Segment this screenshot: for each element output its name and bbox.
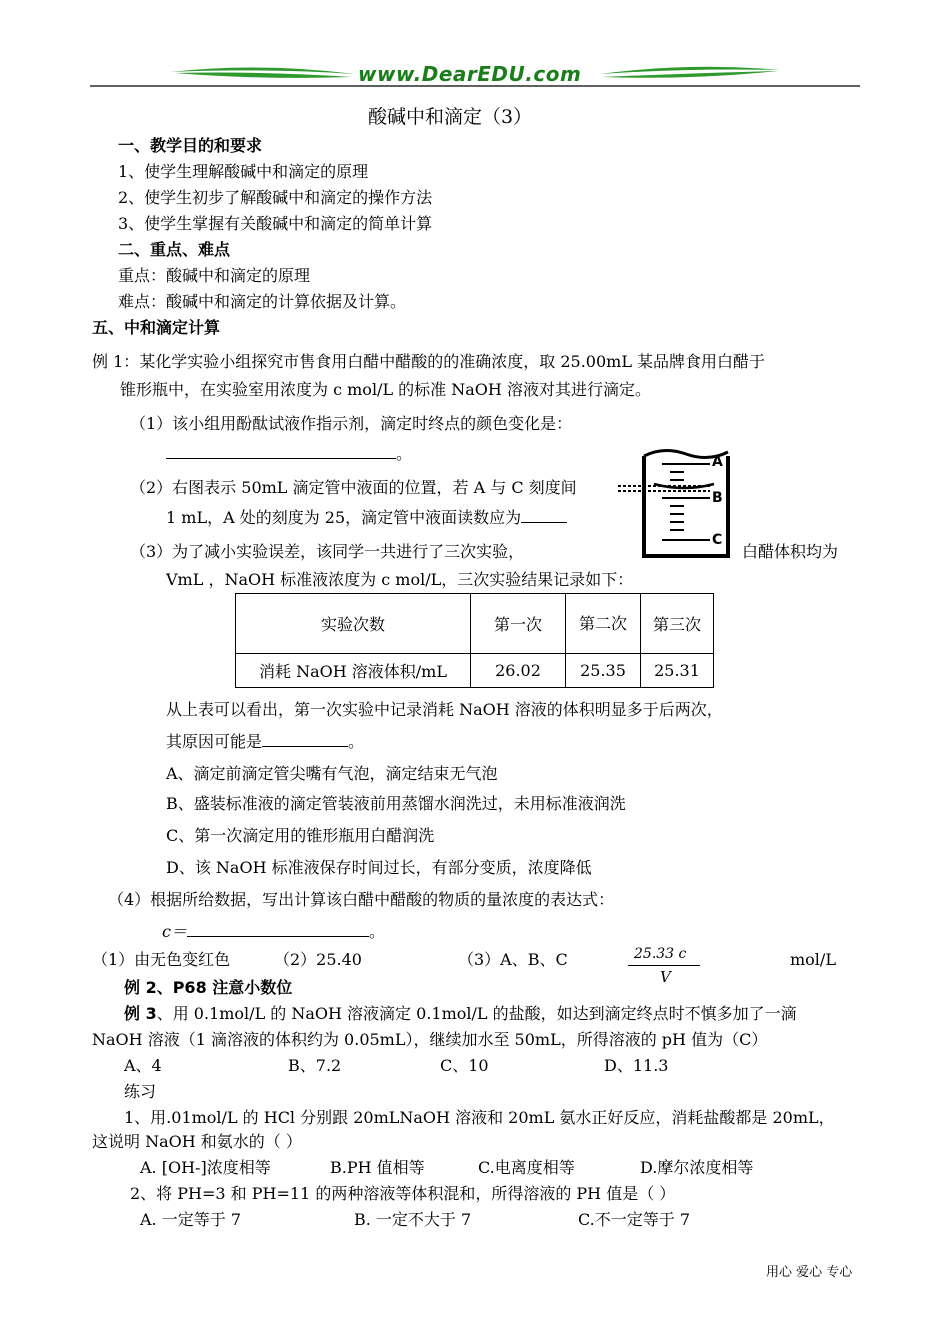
q2-line2-text: 1 mL，A 处的刻度为 25，滴定管中液面读数应为 bbox=[166, 508, 522, 527]
practice-q2-option-c: C.不一定等于 7 bbox=[578, 1210, 691, 1229]
table-header: 第三次 bbox=[641, 594, 714, 654]
burette-label-c: C bbox=[712, 532, 723, 548]
example3-option-d: D、11.3 bbox=[604, 1056, 669, 1075]
option-c: C、第一次滴定用的锥形瓶用白醋润洗 bbox=[166, 826, 435, 845]
practice-q2-option-a: A. 一定等于 7 bbox=[140, 1210, 241, 1229]
practice-q1-option-c: C.电离度相等 bbox=[478, 1158, 575, 1177]
table-cell: 25.31 bbox=[641, 654, 714, 688]
logo-text: www.DearEDU.com bbox=[358, 62, 582, 86]
q1-end: 。 bbox=[396, 444, 413, 463]
fraction-denominator: V bbox=[660, 968, 671, 986]
example1-q2-line2 bbox=[166, 508, 567, 528]
burette-diagram bbox=[614, 440, 740, 562]
example3-line1 bbox=[124, 1004, 797, 1024]
example3-option-a: A、4 bbox=[124, 1056, 162, 1075]
example3-line1-text: 、用 0.1mol/L 的 NaOH 溶液滴定 0.1mol/L 的盐酸，如达到滴定终点时不慎多加了一滴 bbox=[156, 1004, 797, 1023]
q4-end: 。 bbox=[368, 922, 385, 941]
practice-q2-option-b: B. 一定不大于 7 bbox=[354, 1210, 472, 1229]
burette-label-a: A bbox=[712, 454, 723, 470]
section2-key: 重点：酸碱中和滴定的原理 bbox=[118, 266, 311, 285]
example1-q4-blank bbox=[162, 922, 385, 942]
answer-unit: mol/L bbox=[790, 950, 836, 969]
practice-q1-line2: 这说明 NaOH 和氨水的（ ） bbox=[92, 1132, 302, 1151]
results-table bbox=[235, 593, 714, 688]
example1-q3-line1-left: （3）为了减小实验误差，该同学一共进行了三次实验， bbox=[130, 542, 525, 561]
practice-q1-option-d: D.摩尔浓度相等 bbox=[640, 1158, 754, 1177]
example1-q2-line1: （2）右图表示 50mL 滴定管中液面的位置，若 A 与 C 刻度间 bbox=[130, 478, 577, 497]
answer-1: （1）由无色变红色 bbox=[92, 950, 231, 969]
example1-q1: （1）该小组用酚酞试液作指示剂，滴定时终点的颜色变化是： bbox=[130, 414, 573, 433]
q4-prefix: c＝ bbox=[162, 922, 187, 941]
answer-3: （3）A、B、C bbox=[458, 950, 568, 969]
section5-heading: 五、中和滴定计算 bbox=[92, 318, 221, 337]
option-a: A、滴定前滴定管尖嘴有气泡，滴定结束无气泡 bbox=[166, 764, 498, 783]
analysis-line2 bbox=[166, 732, 364, 752]
answer-fraction bbox=[628, 946, 702, 988]
fraction-bar bbox=[628, 965, 700, 966]
practice-q1-line1: 1、用.01mol/L 的 HCl 分别跟 20mLNaOH 溶液和 20mL 氨水正好反应，消耗盐酸都是 20mL， bbox=[124, 1108, 835, 1127]
example3-option-b: B、7.2 bbox=[288, 1056, 342, 1075]
page-footer: 用心 爱心 专心 bbox=[766, 1265, 853, 1280]
example3-label: 例 3 bbox=[124, 1004, 157, 1023]
fraction-numerator: 25.33 c bbox=[634, 946, 687, 962]
example1-q1-blank bbox=[166, 444, 412, 464]
table-header: 实验次数 bbox=[236, 594, 471, 654]
analysis-line1: 从上表可以看出，第一次实验中记录消耗 NaOH 溶液的体积明显多于后两次， bbox=[166, 700, 723, 719]
table-cell: 26.02 bbox=[471, 654, 566, 688]
practice-q2: 2、将 PH=3 和 PH=11 的两种溶液等体积混和，所得溶液的 PH 值是（ ） bbox=[130, 1184, 676, 1203]
table-header: 第一次 bbox=[471, 594, 566, 654]
example3-line2: NaOH 溶液（1 滴溶液的体积约为 0.05mL），继续加水至 50mL，所得溶液的 pH 值为（C） bbox=[92, 1030, 768, 1049]
page-title: 酸碱中和滴定（3） bbox=[368, 106, 533, 128]
example1-q4: （4）根据所给数据，写出计算该白醋中醋酸的物质的量浓度的表达式： bbox=[108, 890, 615, 909]
analysis-line2-text: 其原因可能是 bbox=[166, 732, 263, 751]
example1-line2: 锥形瓶中，在实验室用浓度为 c mol/L 的标准 NaOH 溶液对其进行滴定。 bbox=[120, 380, 651, 399]
practice-q1-option-b: B.PH 值相等 bbox=[330, 1158, 425, 1177]
answer-2: （2）25.40 bbox=[274, 950, 362, 969]
example2: 例 2、P68 注意小数位 bbox=[124, 978, 293, 997]
burette-label-b: B bbox=[712, 490, 723, 506]
example3-option-c: C、10 bbox=[440, 1056, 489, 1075]
section1-item: 3、使学生掌握有关酸碱中和滴定的简单计算 bbox=[118, 214, 433, 233]
analysis-line2-end: 。 bbox=[348, 732, 365, 751]
section1-item: 1、使学生理解酸碱中和滴定的原理 bbox=[118, 162, 369, 181]
practice-q1-option-a: A. [OH-]浓度相等 bbox=[140, 1158, 271, 1177]
section1-item: 2、使学生初步了解酸碱中和滴定的操作方法 bbox=[118, 188, 433, 207]
example1-q3-line1-right: 白醋体积均为 bbox=[742, 542, 839, 561]
header-logo bbox=[90, 60, 860, 90]
practice-heading: 练习 bbox=[124, 1082, 157, 1101]
table-header: 第二次 bbox=[566, 594, 641, 654]
example1-line1: 例 1：某化学实验小组探究市售食用白醋中醋酸的的准确浓度，取 25.00mL 某品牌食用白醋于 bbox=[92, 352, 766, 371]
section1-heading: 一、教学目的和要求 bbox=[118, 136, 263, 155]
table-cell: 25.35 bbox=[566, 654, 641, 688]
section2-heading: 二、重点、难点 bbox=[118, 240, 231, 259]
table-row-label: 消耗 NaOH 溶液体积/mL bbox=[236, 654, 471, 688]
option-b: B、盛装标准液的滴定管装液前用蒸馏水润洗过，未用标准液润洗 bbox=[166, 794, 626, 813]
example1-q3-line2: VmL ，NaOH 标准液浓度为 c mol/L，三次实验结果记录如下： bbox=[166, 570, 634, 589]
section2-difficult: 难点：酸碱中和滴定的计算依据及计算。 bbox=[118, 292, 407, 311]
option-d: D、该 NaOH 标准液保存时间过长，有部分变质，浓度降低 bbox=[166, 858, 592, 877]
